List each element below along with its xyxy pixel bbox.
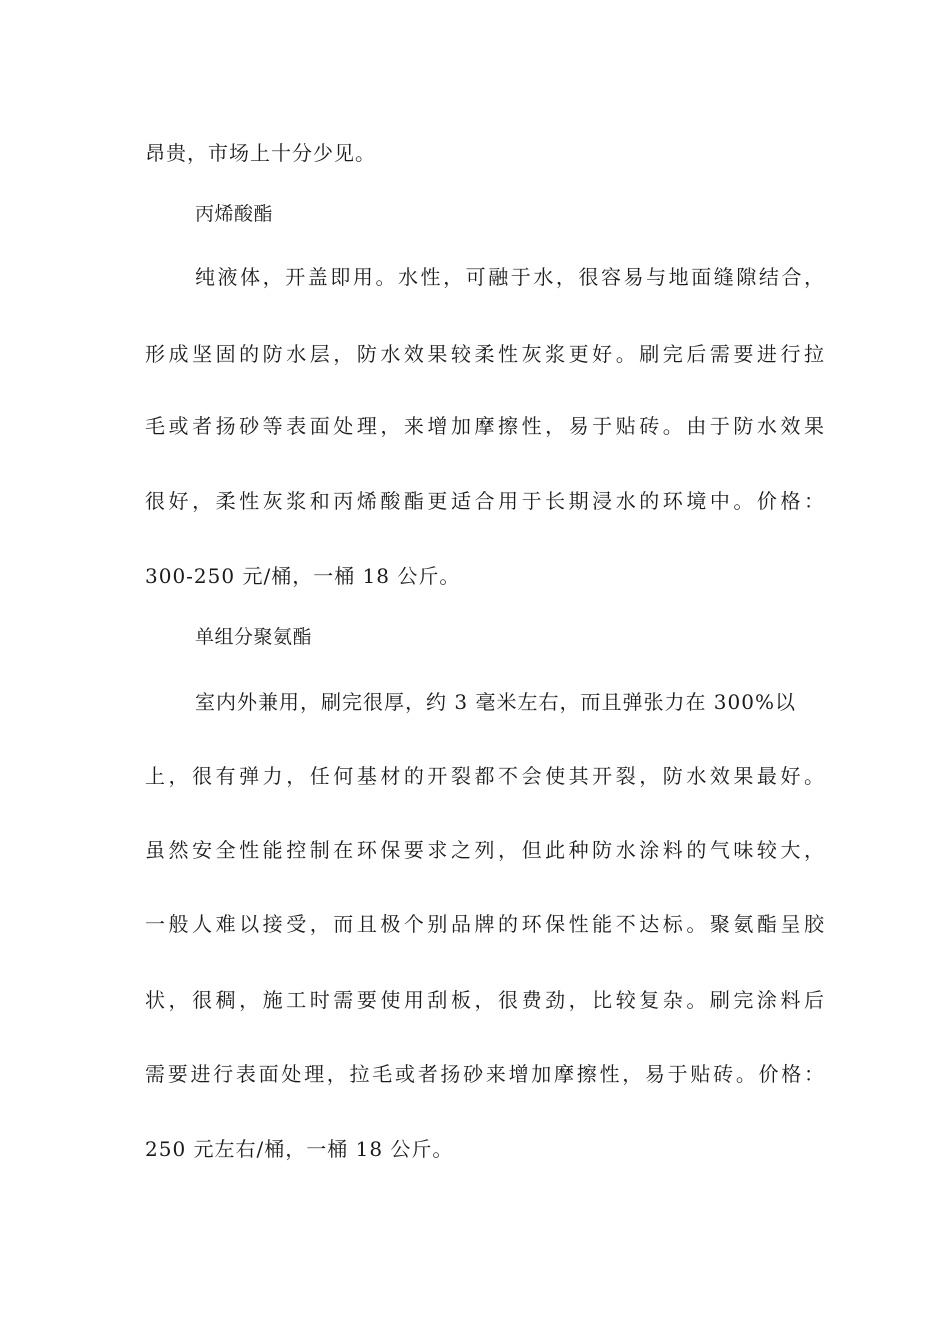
paragraph-line: 昂贵，市场上十分少见。 <box>145 141 376 165</box>
paragraph-line: 很好，柔性灰浆和丙烯酸酯更适合用于长期浸水的环境中。价格： <box>145 489 825 513</box>
paragraph-line: 250 元左右/桶，一桶 18 公斤。 <box>145 1137 454 1161</box>
paragraph-line: 300-250 元/桶，一桶 18 公斤。 <box>145 564 461 588</box>
paragraph-line: 毛或者扬砂等表面处理，来增加摩擦性，易于贴砖。由于防水效果 <box>145 414 825 438</box>
paragraph-line: 纯液体，开盖即用。水性，可融于水，很容易与地面缝隙结合， <box>195 265 825 289</box>
paragraph-line: 形成坚固的防水层，防水效果较柔性灰浆更好。刷完后需要进行拉 <box>145 342 825 366</box>
paragraph-line: 上，很有弹力，任何基材的开裂都不会使其开裂，防水效果最好。 <box>145 764 825 788</box>
paragraph-line: 虽然安全性能控制在环保要求之列，但此种防水涂料的气味较大， <box>145 838 825 862</box>
section-heading-polyurethane: 单组分聚氨酯 <box>195 626 313 648</box>
section-heading-acrylate: 丙烯酸酯 <box>195 203 274 225</box>
paragraph-line: 一般人难以接受，而且极个别品牌的环保性能不达标。聚氨酯呈胶 <box>145 912 825 936</box>
paragraph-line: 状，很稠，施工时需要使用刮板，很费劲，比较复杂。刷完涂料后 <box>145 988 825 1012</box>
paragraph-line: 需要进行表面处理，拉毛或者扬砂来增加摩擦性，易于贴砖。价格： <box>145 1062 825 1086</box>
paragraph-line: 室内外兼用，刷完很厚，约 3 毫米左右，而且弹张力在 300%以 <box>195 690 796 714</box>
